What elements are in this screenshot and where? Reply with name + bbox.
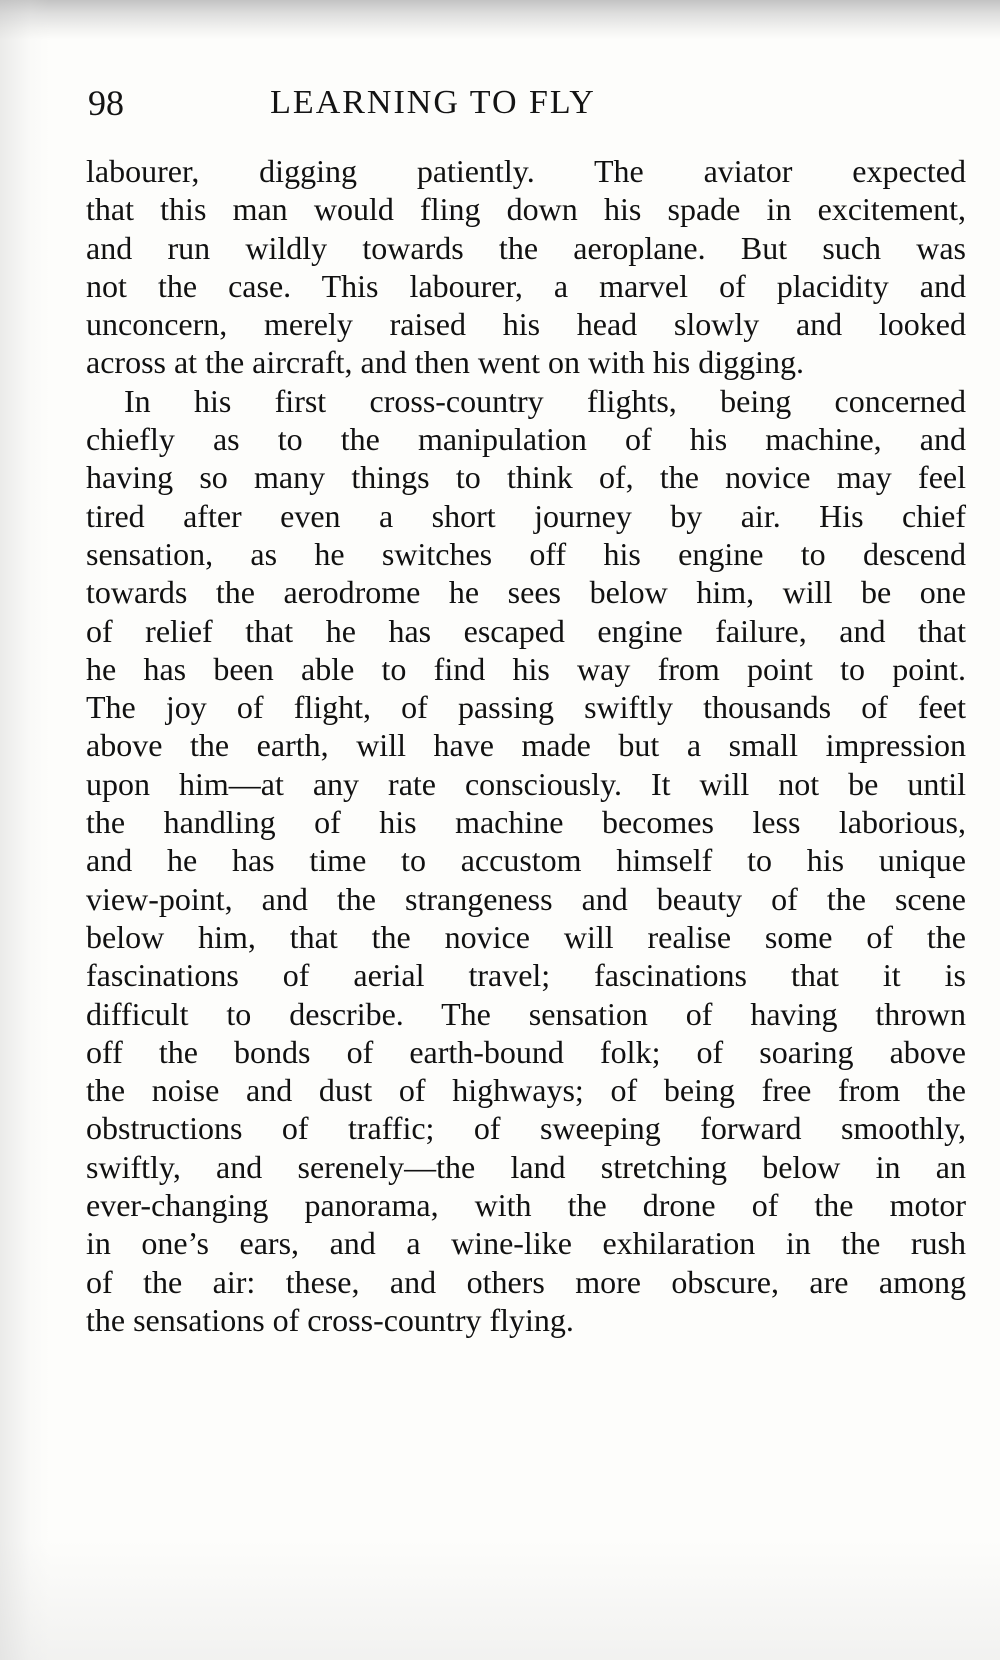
body-text [86,152,966,1339]
text-line: above the earth, will have made but a small impression [86,727,966,764]
text-line: chiefly as to the manipulation of his machine, and [86,421,966,458]
text-line: difficult to describe. The sensation of having thrown [86,995,966,1032]
text-line: labourer, digging patiently. The aviator expected [86,153,966,189]
page-number: 98 [88,83,124,123]
text-line: below him, that the novice will realise some of the [86,918,966,955]
running-title: LEARNING TO FLY [270,84,596,121]
page-edge-shadow-bottom [0,1540,1000,1660]
text-line: the sensations of cross-country flying. [86,1301,574,1338]
text-line: view-point, and the strangeness and beauty of the scene [86,880,966,917]
text-line: across at the aircraft, and then went on with his digging. [86,344,805,381]
text-line: in one’s ears, and a wine-like exhilaration in the rush [86,1225,966,1262]
text-line: off the bonds of earth-bound folk; of soaring above [86,1033,966,1070]
text-line: that this man would fling down his spade in excitement, [86,191,966,228]
text-line: fascinations of aerial travel; fascinations that it is [86,957,966,994]
page-edge-shadow-left [0,0,50,1660]
text-line: tired after even a short journey by air. His chief [86,497,966,534]
paragraph-1 [86,152,966,382]
text-line: swiftly, and serenely—the land stretching below in an [86,1148,966,1185]
text-line: the handling of his machine becomes less laborious, [86,804,966,841]
text-line: The joy of flight, of passing swiftly thousands of feet [86,689,966,726]
text-line: unconcern, merely raised his head slowly and looked [86,306,966,343]
text-line: not the case. This labourer, a marvel of placidity and [86,267,966,304]
text-line: he has been able to find his way from point to point. [86,650,966,687]
paragraph-2 [86,382,966,1339]
text-line: obstructions of traffic; of sweeping forward smoothly, [86,1110,966,1147]
text-line: upon him—at any rate consciously. It will not be until [86,765,966,802]
text-line: sensation, as he switches off his engine to descend [86,535,966,572]
text-line: of relief that he has escaped engine failure, and that [86,612,966,649]
text-line: towards the aerodrome he sees below him, will be one [86,574,966,611]
running-head [88,78,918,128]
page-edge-shadow-top [0,0,1000,40]
text-line: having so many things to think of, the novice may feel [86,459,966,496]
text-line: In his first cross-country flights, being concerned [124,382,966,419]
text-line: and he has time to accustom himself to his unique [86,842,966,879]
text-line: ever-changing panorama, with the drone of the motor [86,1187,966,1224]
text-line: of the air: these, and others more obscure, are among [86,1263,966,1300]
text-line: and run wildly towards the aeroplane. But such was [86,229,966,266]
text-line: the noise and dust of highways; of being free from the [86,1072,966,1109]
